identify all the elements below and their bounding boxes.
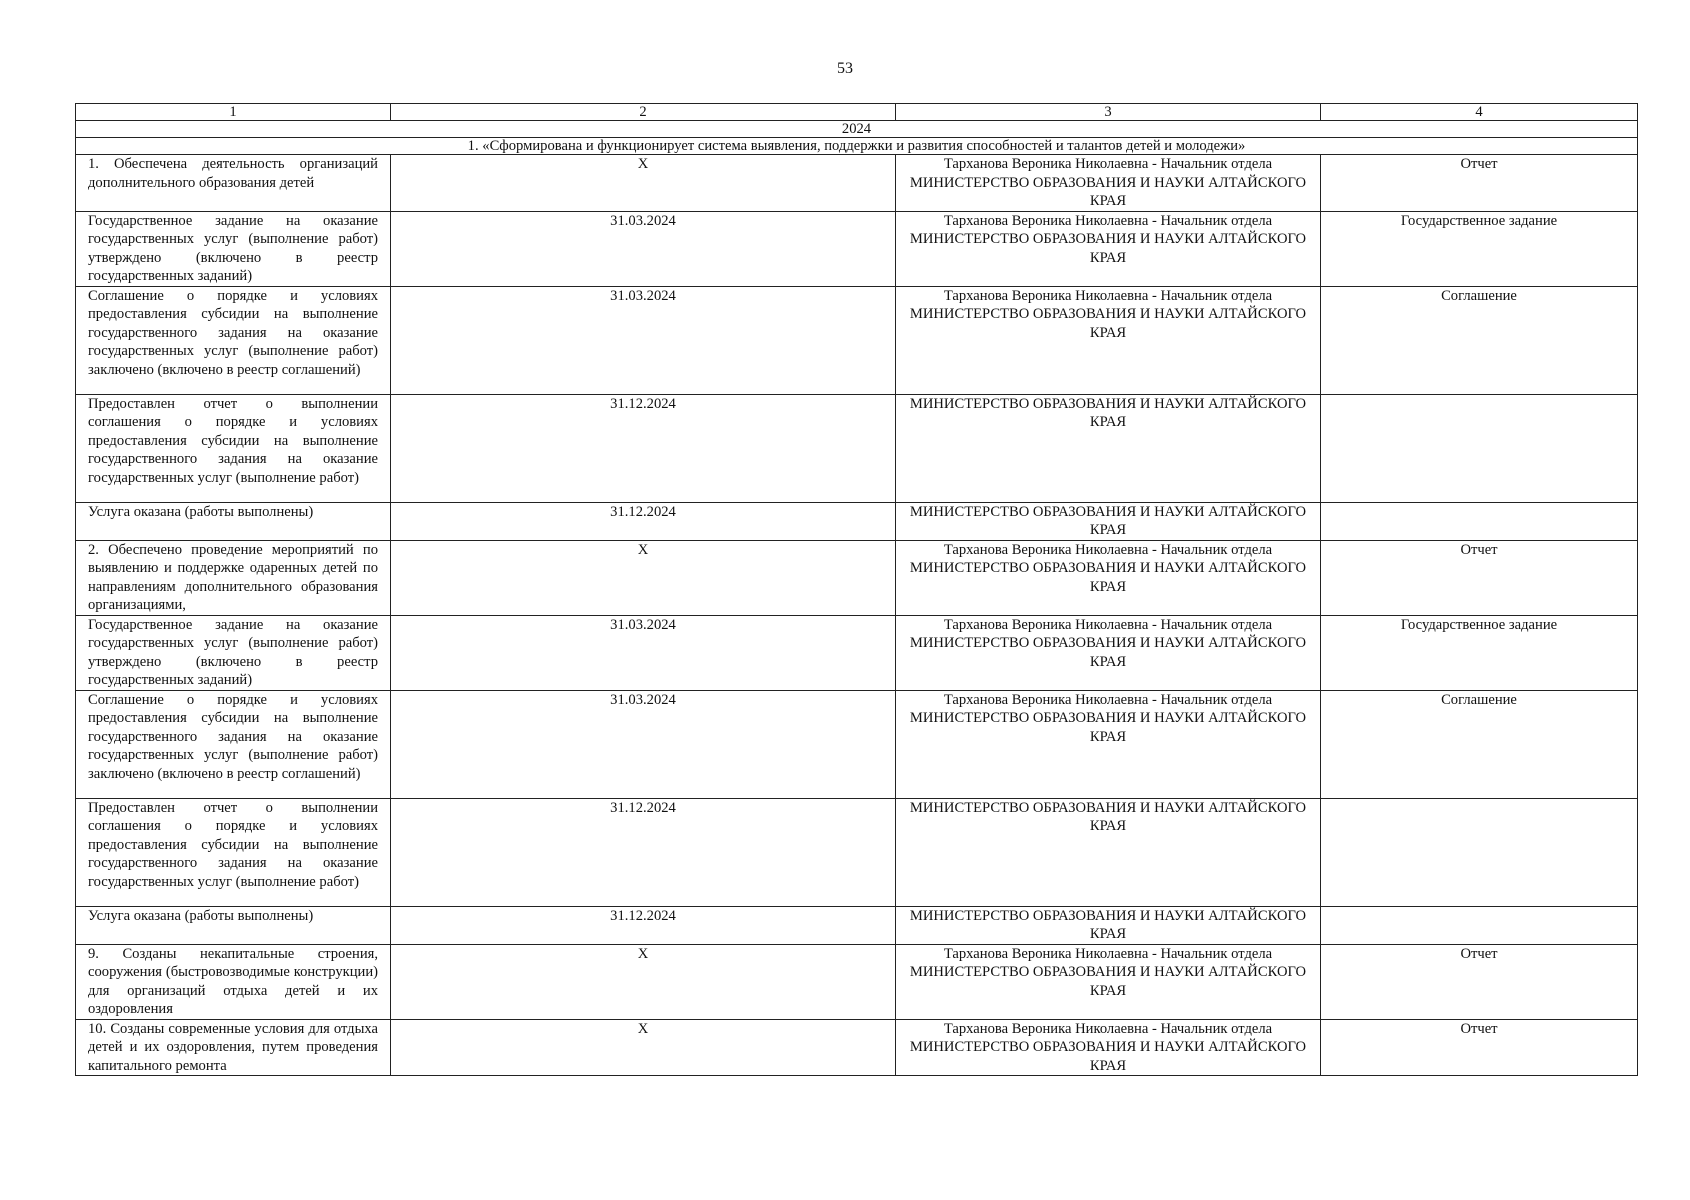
table-row [76, 155, 1638, 212]
cell-date: X [391, 155, 896, 212]
cell-document: Соглашение [1321, 690, 1638, 798]
table-row [76, 540, 1638, 615]
cell-date: X [391, 540, 896, 615]
section-title: 1. «Сформирована и функционирует система выявления, поддержки и развития способностей и талантов детей и молодежи» [76, 138, 1638, 155]
cell-date: 31.12.2024 [391, 798, 896, 906]
cell-document: Соглашение [1321, 286, 1638, 394]
cell-document [1321, 394, 1638, 502]
cell-responsible: МИНИСТЕРСТВО ОБРАЗОВАНИЯ И НАУКИ АЛТАЙСКОГО КРАЯ [896, 394, 1321, 502]
cell-date: X [391, 1019, 896, 1076]
column-number-row [76, 104, 1638, 121]
cell-date: X [391, 944, 896, 1019]
cell-document: Государственное задание [1321, 211, 1638, 286]
cell-document [1321, 502, 1638, 540]
cell-responsible: Тарханова Вероника Николаевна - Начальник отдела МИНИСТЕРСТВО ОБРАЗОВАНИЯ И НАУКИ АЛТАЙСКОГО КРАЯ [896, 1019, 1321, 1076]
cell-responsible: Тарханова Вероника Николаевна - Начальник отдела МИНИСТЕРСТВО ОБРАЗОВАНИЯ И НАУКИ АЛТАЙСКОГО КРАЯ [896, 690, 1321, 798]
cell-date: 31.03.2024 [391, 211, 896, 286]
cell-responsible: Тарханова Вероника Николаевна - Начальник отдела МИНИСТЕРСТВО ОБРАЗОВАНИЯ И НАУКИ АЛТАЙСКОГО КРАЯ [896, 540, 1321, 615]
cell-responsible: МИНИСТЕРСТВО ОБРАЗОВАНИЯ И НАУКИ АЛТАЙСКОГО КРАЯ [896, 502, 1321, 540]
cell-date: 31.03.2024 [391, 286, 896, 394]
table-row [76, 906, 1638, 944]
cell-responsible: МИНИСТЕРСТВО ОБРАЗОВАНИЯ И НАУКИ АЛТАЙСКОГО КРАЯ [896, 798, 1321, 906]
cell-responsible: Тарханова Вероника Николаевна - Начальник отдела МИНИСТЕРСТВО ОБРАЗОВАНИЯ И НАУКИ АЛТАЙСКОГО КРАЯ [896, 211, 1321, 286]
cell-result: Предоставлен отчет о выполнении соглашения о порядке и условиях предоставления субсидии на выполнение государственного задания на оказание государственных услуг (выполнение работ) [76, 798, 391, 906]
cell-document [1321, 798, 1638, 906]
cell-responsible: Тарханова Вероника Николаевна - Начальник отдела МИНИСТЕРСТВО ОБРАЗОВАНИЯ И НАУКИ АЛТАЙСКОГО КРАЯ [896, 615, 1321, 690]
cell-responsible: МИНИСТЕРСТВО ОБРАЗОВАНИЯ И НАУКИ АЛТАЙСКОГО КРАЯ [896, 906, 1321, 944]
page-number: 53 [837, 60, 853, 77]
cell-result: 9. Созданы некапитальные строения, сооружения (быстровозводимые конструкции) для организаций отдыха детей и их оздоровления [76, 944, 391, 1019]
cell-result: Услуга оказана (работы выполнены) [76, 906, 391, 944]
cell-result: Государственное задание на оказание государственных услуг (выполнение работ) утверждено (включено в реестр государственных заданий) [76, 615, 391, 690]
cell-result: Соглашение о порядке и условиях предоставления субсидии на выполнение государственного задания на оказание государственных услуг (выполнение работ) заключено (включено в реестр соглашений) [76, 286, 391, 394]
year-row [76, 121, 1638, 138]
table-row [76, 690, 1638, 798]
table-row [76, 615, 1638, 690]
cell-responsible: Тарханова Вероника Николаевна - Начальник отдела МИНИСТЕРСТВО ОБРАЗОВАНИЯ И НАУКИ АЛТАЙСКОГО КРАЯ [896, 944, 1321, 1019]
column-number-3: 3 [896, 104, 1321, 121]
cell-responsible: Тарханова Вероника Николаевна - Начальник отдела МИНИСТЕРСТВО ОБРАЗОВАНИЯ И НАУКИ АЛТАЙСКОГО КРАЯ [896, 155, 1321, 212]
table-row [76, 286, 1638, 394]
table-row [76, 502, 1638, 540]
cell-result: 1. Обеспечена деятельность организаций дополнительного образования детей [76, 155, 391, 212]
table-row [76, 944, 1638, 1019]
cell-document: Государственное задание [1321, 615, 1638, 690]
table-row [76, 211, 1638, 286]
cell-date: 31.12.2024 [391, 502, 896, 540]
cell-date: 31.12.2024 [391, 394, 896, 502]
column-number-4: 4 [1321, 104, 1638, 121]
year-cell: 2024 [76, 121, 1638, 138]
column-number-1: 1 [76, 104, 391, 121]
cell-document: Отчет [1321, 1019, 1638, 1076]
cell-document: Отчет [1321, 155, 1638, 212]
cell-result: Предоставлен отчет о выполнении соглашения о порядке и условиях предоставления субсидии на выполнение государственного задания на оказание государственных услуг (выполнение работ) [76, 394, 391, 502]
document-table [75, 103, 1638, 1076]
cell-date: 31.12.2024 [391, 906, 896, 944]
cell-date: 31.03.2024 [391, 690, 896, 798]
cell-result: Услуга оказана (работы выполнены) [76, 502, 391, 540]
table-row [76, 798, 1638, 906]
table-row [76, 394, 1638, 502]
cell-document: Отчет [1321, 540, 1638, 615]
cell-date: 31.03.2024 [391, 615, 896, 690]
cell-responsible: Тарханова Вероника Николаевна - Начальник отдела МИНИСТЕРСТВО ОБРАЗОВАНИЯ И НАУКИ АЛТАЙСКОГО КРАЯ [896, 286, 1321, 394]
cell-result: Государственное задание на оказание государственных услуг (выполнение работ) утверждено (включено в реестр государственных заданий) [76, 211, 391, 286]
section-title-row [76, 138, 1638, 155]
cell-result: Соглашение о порядке и условиях предоставления субсидии на выполнение государственного задания на оказание государственных услуг (выполнение работ) заключено (включено в реестр соглашений) [76, 690, 391, 798]
cell-document: Отчет [1321, 944, 1638, 1019]
cell-result: 2. Обеспечено проведение мероприятий по выявлению и поддержке одаренных детей по направлениям дополнительного образования организациями, [76, 540, 391, 615]
cell-document [1321, 906, 1638, 944]
cell-result: 10. Созданы современные условия для отдыха детей и их оздоровления, путем проведения капитального ремонта [76, 1019, 391, 1076]
column-number-2: 2 [391, 104, 896, 121]
table-row [76, 1019, 1638, 1076]
